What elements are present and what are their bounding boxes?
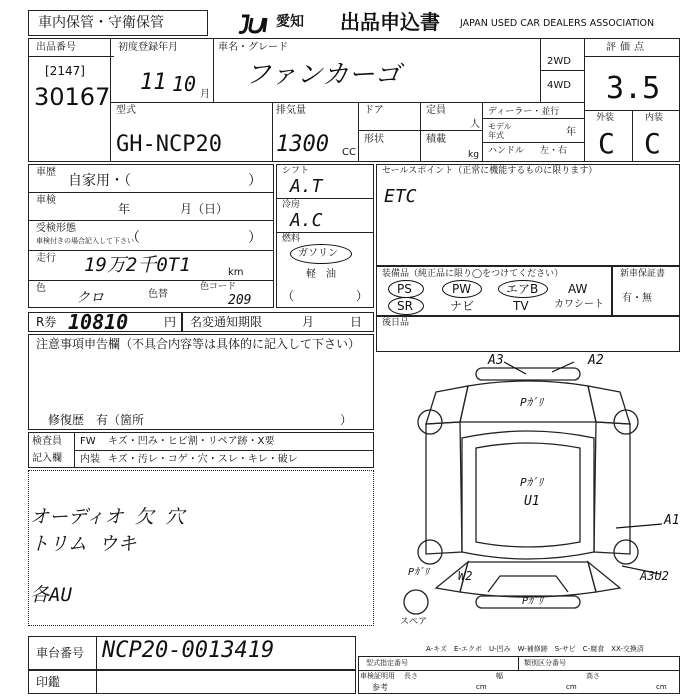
fuel-gasoline: ガソリン bbox=[298, 248, 338, 259]
notes-label: 注意事項申告欄（不具合内容等は具体的に記入して下さい） bbox=[36, 337, 361, 351]
color-label: 色 bbox=[36, 283, 46, 294]
ju-logo-mark bbox=[238, 12, 274, 36]
mark-a3-top: A3 bbox=[488, 353, 504, 368]
storage-label: 車内保管・守衛保管 bbox=[38, 15, 164, 31]
lot-number: 30167 bbox=[34, 83, 111, 111]
name-change-month: 月 bbox=[302, 315, 315, 329]
capacity-unit: 人 bbox=[470, 119, 480, 130]
model-year-label-2: 年式 bbox=[488, 131, 504, 140]
model-value: GH-NCP20 bbox=[116, 132, 222, 157]
fuel-open: （ bbox=[282, 289, 295, 303]
mark-a1-right: A1 bbox=[664, 513, 680, 528]
association-name: JAPAN USED CAR DEALERS ASSOCIATION bbox=[460, 18, 655, 29]
car-diagram-svg bbox=[376, 352, 680, 632]
load-unit: kg bbox=[468, 150, 479, 160]
spare-label: スペア bbox=[400, 617, 428, 627]
score-ext-label: 外装 bbox=[596, 113, 615, 123]
load-label: 積載 bbox=[426, 134, 446, 145]
color-code-value: 209 bbox=[228, 293, 252, 308]
mileage-unit: km bbox=[228, 267, 244, 278]
cm-unit-1: cm bbox=[476, 683, 487, 691]
handle-label: ハンドル bbox=[488, 146, 525, 156]
mileage-label: 走行 bbox=[36, 253, 56, 264]
logo-text: 愛知 bbox=[276, 14, 304, 30]
equipment-label: 装備品（純正品に限り◯をつけてください） bbox=[382, 269, 564, 279]
equip-ps: PS bbox=[397, 282, 412, 296]
recycle-unit: 円 bbox=[164, 315, 177, 329]
mark-u1: U1 bbox=[524, 494, 540, 509]
mark-w2-left: W2 bbox=[458, 569, 473, 583]
after-equipment-label: 後日品 bbox=[382, 318, 410, 328]
height-label: 高さ bbox=[586, 672, 600, 680]
score-value: 3.5 bbox=[606, 71, 661, 106]
mileage-value: 19万2千0T1 bbox=[84, 254, 191, 276]
cert-label: 車検証明用 bbox=[360, 672, 395, 680]
car-damage-diagram bbox=[376, 352, 680, 632]
mark-a2-top: A2 bbox=[588, 353, 604, 368]
inspector-fw: FW bbox=[80, 436, 96, 447]
door-label: ドア bbox=[364, 105, 384, 116]
equip-sr: SR bbox=[397, 299, 413, 313]
fuel-diesel: 軽 油 bbox=[306, 269, 336, 280]
handnote-line-2: トリム ウキ bbox=[30, 533, 137, 555]
mark-roof: Pｶﾞﾘ bbox=[520, 476, 544, 489]
inspection-label: 車検 bbox=[36, 195, 56, 206]
seal-box bbox=[28, 670, 356, 694]
receive-label: 受検形態 bbox=[36, 223, 76, 234]
car-name-label: 車名・グレード bbox=[218, 42, 288, 53]
mark-rear-center: Pｶﾞﾘ bbox=[522, 596, 544, 607]
sales-point-label: セールスポイント（正常に機能するものに限ります） bbox=[382, 166, 598, 176]
fuel-label: 燃料 bbox=[282, 234, 301, 244]
ac-label: 冷房 bbox=[282, 200, 301, 210]
reference-label: 参考 bbox=[372, 683, 388, 692]
score-label: 評価点 bbox=[606, 42, 648, 53]
color-change-label: 色替 bbox=[148, 289, 168, 300]
history-value: 自家用・（ bbox=[68, 173, 131, 189]
equip-tv: TV bbox=[513, 299, 529, 313]
lot-bracket: [2147] bbox=[45, 64, 85, 78]
receive-open: （ bbox=[126, 230, 140, 246]
handnote-line-1: オーディオ 欠 穴 bbox=[30, 506, 185, 528]
inspection-year: 年 bbox=[118, 202, 131, 216]
inspector-label-2: 記入欄 bbox=[32, 453, 62, 464]
drive-2wd: 2WD bbox=[547, 56, 571, 67]
cm-unit-2: cm bbox=[566, 683, 577, 691]
ac-value: A.C bbox=[290, 210, 323, 231]
recycle-label: R券 bbox=[36, 315, 57, 329]
dealer-label: ディーラー・並行 bbox=[488, 107, 560, 117]
displacement-label: 排気量 bbox=[276, 105, 306, 116]
history-label: 車歴 bbox=[36, 167, 56, 178]
length-label: 長さ bbox=[404, 672, 418, 680]
inspector-row2: キズ・汚レ・コゲ・穴・スレ・キレ・破レ bbox=[108, 454, 298, 465]
name-change-label: 名変通知期限 bbox=[190, 315, 263, 329]
drive-4wd: 4WD bbox=[547, 80, 571, 91]
chassis-value: NCP20-0013419 bbox=[102, 638, 275, 663]
registration-month-unit: 月 bbox=[200, 89, 210, 100]
shift-value: A.T bbox=[290, 176, 323, 197]
mark-rear-left: Pｶﾞﾘ bbox=[408, 567, 430, 578]
equip-aircon: エアB bbox=[506, 282, 539, 296]
displacement-value: 1300 bbox=[276, 132, 329, 157]
name-change-day: 日 bbox=[350, 315, 363, 329]
score-int-value: C bbox=[644, 127, 661, 160]
new-warranty-value: 有・無 bbox=[622, 293, 652, 304]
sales-point-box bbox=[376, 164, 680, 266]
color-value: クロ bbox=[76, 290, 104, 306]
shift-label: シフト bbox=[282, 166, 310, 176]
door-shape-label: 形状 bbox=[364, 134, 384, 145]
equip-cassette: カワシート bbox=[554, 299, 604, 310]
cm-unit-3: cm bbox=[656, 683, 667, 691]
history-close: ） bbox=[248, 173, 262, 189]
class-number-label: 類別区分番号 bbox=[524, 659, 566, 667]
equip-aw: AW bbox=[568, 282, 588, 296]
fuel-close: ） bbox=[356, 289, 369, 303]
model-year-label-1: モデル bbox=[488, 122, 512, 131]
mark-hood: Pｶﾞﾘ bbox=[520, 396, 544, 409]
registration-year: 11 bbox=[140, 70, 167, 95]
registration-label: 初度登録年月 bbox=[118, 42, 178, 53]
capacity-label: 定員 bbox=[426, 105, 446, 116]
new-warranty-label: 新車保証書 bbox=[620, 269, 666, 279]
equip-navi: ナビ bbox=[450, 299, 475, 313]
inspection-month: 月（日） bbox=[180, 202, 229, 216]
after-equipment-box bbox=[376, 316, 680, 352]
lot-label: 出品番号 bbox=[36, 42, 76, 53]
damage-legend: A-キズ E-エクボ U-凹み W-補修跡 S-サビ C-腐食 XX-交換済 bbox=[426, 645, 644, 653]
recycle-value: 10810 bbox=[68, 310, 129, 334]
handle-value: 左・右 bbox=[540, 146, 568, 156]
inspector-row1: キズ・凹み・ヒビ割・リペア跡・X要 bbox=[108, 436, 275, 447]
registration-month: 10 bbox=[172, 72, 197, 96]
repair-history: 修復歴 有（箇所 bbox=[48, 413, 145, 427]
seal-label: 印鑑 bbox=[36, 675, 61, 689]
width-label: 幅 bbox=[496, 672, 503, 680]
inspector-label-1: 検査員 bbox=[32, 436, 62, 447]
ju-logo bbox=[238, 12, 274, 36]
color-code-label: 色コード bbox=[200, 282, 237, 292]
score-ext-value: C bbox=[598, 127, 615, 160]
vehicle-info-block bbox=[28, 164, 274, 308]
displacement-unit: CC bbox=[342, 147, 356, 158]
receive-note: 車検付きの場合記入して下さい bbox=[36, 237, 134, 245]
inspector-interior: 内装 bbox=[80, 454, 100, 465]
car-name-value: ファンカーゴ bbox=[245, 60, 401, 90]
designated-number-label: 型式指定番号 bbox=[366, 659, 408, 667]
repair-close: ） bbox=[340, 413, 353, 427]
sales-point-value: ETC bbox=[384, 186, 417, 207]
handnote-line-3: 各AU bbox=[30, 584, 72, 606]
chassis-label: 車台番号 bbox=[36, 646, 85, 660]
model-year-unit: 年 bbox=[566, 127, 576, 138]
equip-pw: PW bbox=[452, 282, 472, 296]
mark-a3u2-right: A3U2 bbox=[640, 569, 669, 583]
model-label: 型式 bbox=[116, 105, 136, 116]
receive-close: ） bbox=[248, 230, 262, 246]
score-int-label: 内装 bbox=[645, 113, 664, 123]
form-title: 出品申込書 bbox=[340, 10, 440, 34]
